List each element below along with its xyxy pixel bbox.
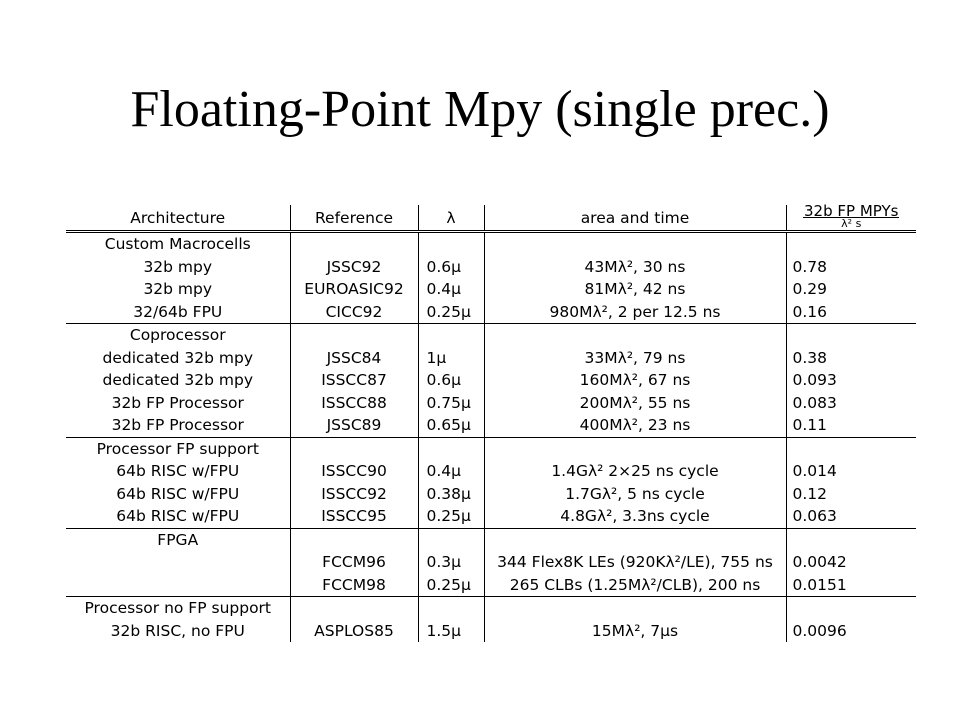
cell-reference: JSSC92 <box>290 256 418 279</box>
group-name: Coprocessor <box>66 324 290 347</box>
cell-area-time: 265 CLBs (1.25Mλ²/CLB), 200 ns <box>484 574 786 597</box>
header-lambda: λ <box>418 205 484 232</box>
cell-area-time: 81Mλ², 42 ns <box>484 278 786 301</box>
table-row <box>66 369 916 392</box>
empty-cell <box>418 528 484 551</box>
group-heading-row <box>66 324 916 347</box>
header-area-time: area and time <box>484 205 786 232</box>
cell-mpys: 0.38 <box>792 348 828 367</box>
cell-lambda: 1.5μ <box>418 620 484 643</box>
empty-cell <box>418 597 484 620</box>
cell-area-time: 1.4Gλ² 2×25 ns cycle <box>484 460 786 483</box>
group-name: Processor FP support <box>66 437 290 460</box>
slide-title: Floating-Point Mpy (single prec.) <box>130 81 830 138</box>
table-row <box>66 574 916 597</box>
cell-lambda: 0.6μ <box>418 369 484 392</box>
group-heading-row <box>66 437 916 460</box>
group-name: Custom Macrocells <box>66 232 290 256</box>
cell-lambda: 0.25μ <box>418 505 484 528</box>
cell-reference: JSSC89 <box>290 414 418 437</box>
cell-area-time: 43Mλ², 30 ns <box>484 256 786 279</box>
cell-architecture <box>66 551 290 574</box>
table-row <box>66 483 916 506</box>
header-mpys-numerator: 32b FP MPYs <box>804 202 899 220</box>
table-row <box>66 347 916 370</box>
cell-architecture: 32b FP Processor <box>66 414 290 437</box>
group-name: FPGA <box>66 528 290 551</box>
cell-mpys: 0.16 <box>786 301 916 324</box>
empty-cell <box>418 324 484 347</box>
cell-mpys: 0.093 <box>792 371 837 390</box>
cell-lambda: 0.65μ <box>418 414 484 437</box>
header-architecture: Architecture <box>66 205 290 232</box>
cell-lambda: 0.4μ <box>418 460 484 483</box>
empty-cell <box>484 597 786 620</box>
table-row <box>66 620 916 643</box>
cell-mpys: 0.014 <box>792 462 837 481</box>
cell-mpys: 0.29 <box>792 280 828 299</box>
cell-architecture: 32b mpy <box>66 256 290 279</box>
cell-area-time: 200Mλ², 55 ns <box>484 392 786 415</box>
empty-cell <box>290 528 418 551</box>
table-body <box>66 232 916 643</box>
cell-mpys: 0.0042 <box>792 553 847 572</box>
cell-area-time: 15Mλ², 7μs <box>484 620 786 643</box>
group-name: Processor no FP support <box>66 597 290 620</box>
cell-architecture: 32/64b FPU <box>66 301 290 324</box>
cell-architecture: 32b RISC, no FPU <box>66 620 290 643</box>
cell-lambda: 1μ <box>418 347 484 370</box>
cell-reference: JSSC84 <box>290 347 418 370</box>
cell-mpys: 0.11 <box>786 414 916 437</box>
empty-cell <box>484 528 786 551</box>
cell-area-time: 400Mλ², 23 ns <box>484 414 786 437</box>
cell-architecture: 64b RISC w/FPU <box>66 483 290 506</box>
cell-area-time: 160Mλ², 67 ns <box>484 369 786 392</box>
group-heading-row <box>66 232 916 256</box>
table-row <box>66 392 916 415</box>
table-row <box>66 460 916 483</box>
cell-reference: ISSCC87 <box>290 369 418 392</box>
cell-architecture: 32b FP Processor <box>66 392 290 415</box>
table-row <box>66 256 916 279</box>
cell-architecture: dedicated 32b mpy <box>66 347 290 370</box>
header-reference: Reference <box>290 205 418 232</box>
empty-cell <box>786 437 916 460</box>
empty-cell <box>484 232 786 256</box>
empty-cell <box>484 324 786 347</box>
empty-cell <box>290 324 418 347</box>
cell-architecture: 64b RISC w/FPU <box>66 505 290 528</box>
group-heading-row <box>66 528 916 551</box>
empty-cell <box>484 437 786 460</box>
cell-reference: ISSCC92 <box>290 483 418 506</box>
cell-architecture: 64b RISC w/FPU <box>66 460 290 483</box>
empty-cell <box>418 232 484 256</box>
cell-reference: ASPLOS85 <box>290 620 418 643</box>
table-row <box>66 278 916 301</box>
cell-area-time: 33Mλ², 79 ns <box>484 347 786 370</box>
cell-reference: ISSCC90 <box>290 460 418 483</box>
cell-area-time: 1.7Gλ², 5 ns cycle <box>484 483 786 506</box>
empty-cell <box>786 597 916 620</box>
cell-architecture <box>66 574 290 597</box>
cell-reference: CICC92 <box>290 301 418 324</box>
header-mpys <box>786 202 916 232</box>
cell-mpys: 0.78 <box>792 257 828 276</box>
empty-cell <box>290 437 418 460</box>
cell-reference: FCCM98 <box>290 574 418 597</box>
table-row <box>66 301 916 324</box>
header-mpys-denominator: λ² s <box>841 217 862 230</box>
cell-mpys: 0.063 <box>786 505 916 528</box>
empty-cell <box>290 597 418 620</box>
group-heading-row <box>66 597 916 620</box>
cell-mpys: 0.0096 <box>792 621 847 640</box>
cell-reference: EUROASIC92 <box>290 278 418 301</box>
cell-reference: ISSCC95 <box>290 505 418 528</box>
empty-cell <box>290 232 418 256</box>
cell-lambda: 0.38μ <box>418 483 484 506</box>
table-row <box>66 505 916 528</box>
fp-multiply-table <box>66 202 916 642</box>
empty-cell <box>418 437 484 460</box>
cell-area-time: 4.8Gλ², 3.3ns cycle <box>484 505 786 528</box>
cell-lambda: 0.4μ <box>418 278 484 301</box>
cell-mpys: 0.083 <box>792 393 837 412</box>
cell-reference: FCCM96 <box>290 551 418 574</box>
cell-area-time: 980Mλ², 2 per 12.5 ns <box>484 301 786 324</box>
header-row <box>66 205 916 232</box>
table-row <box>66 551 916 574</box>
table-row <box>66 414 916 437</box>
cell-mpys: 0.12 <box>792 484 828 503</box>
cell-reference: ISSCC88 <box>290 392 418 415</box>
cell-lambda: 0.3μ <box>418 551 484 574</box>
cell-lambda: 0.75μ <box>418 392 484 415</box>
empty-cell <box>786 232 916 256</box>
cell-mpys: 0.0151 <box>786 574 916 597</box>
cell-lambda: 0.25μ <box>418 301 484 324</box>
cell-architecture: 32b mpy <box>66 278 290 301</box>
cell-lambda: 0.25μ <box>418 574 484 597</box>
empty-cell <box>786 324 916 347</box>
cell-architecture: dedicated 32b mpy <box>66 369 290 392</box>
empty-cell <box>786 528 916 551</box>
cell-area-time: 344 Flex8K LEs (920Kλ²/LE), 755 ns <box>484 551 786 574</box>
cell-lambda: 0.6μ <box>418 256 484 279</box>
